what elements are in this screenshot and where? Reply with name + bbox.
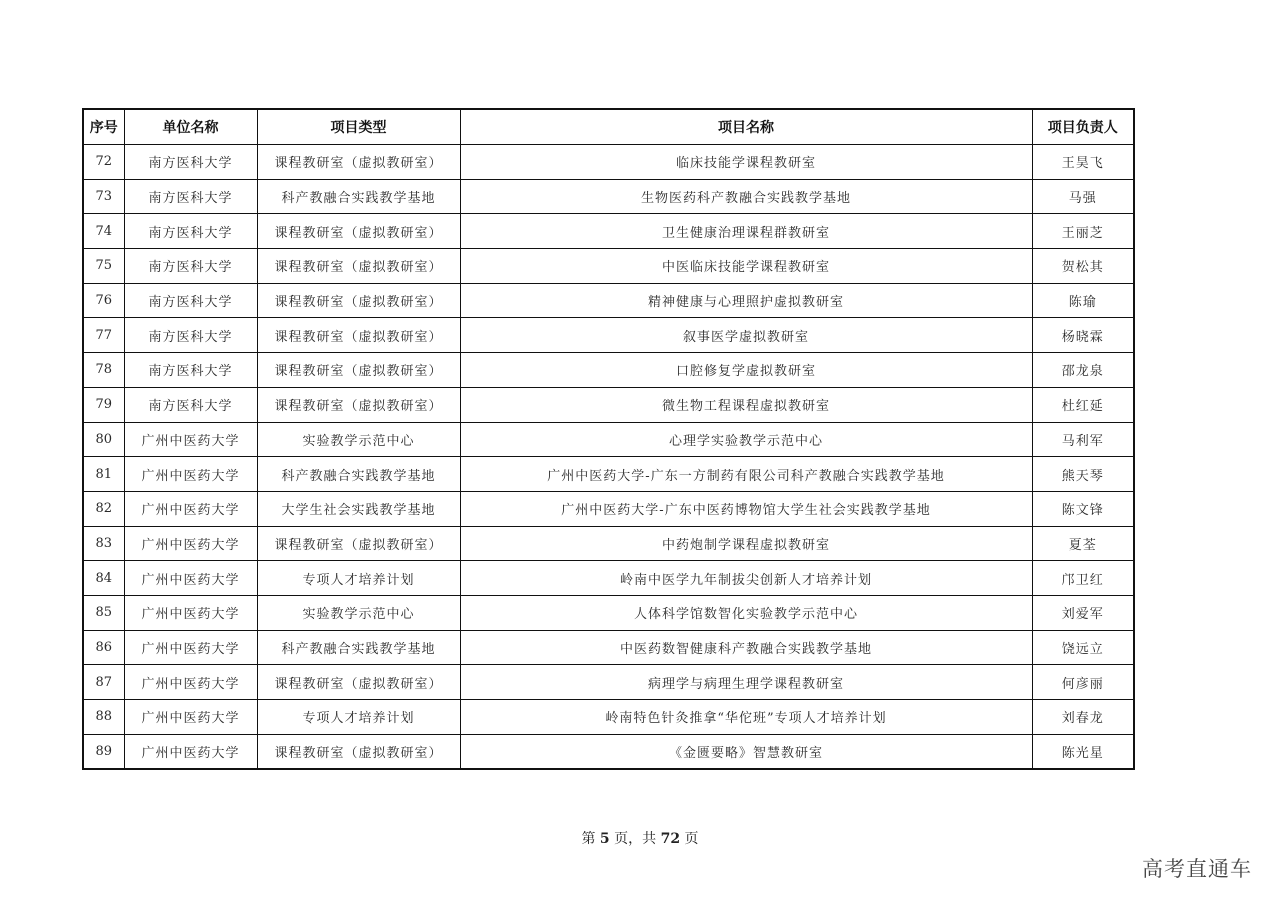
cell-unit-name: 广州中医药大学 xyxy=(124,700,257,735)
cell-project-leader: 邝卫红 xyxy=(1032,561,1134,596)
cell-project-name: 微生物工程课程虚拟教研室 xyxy=(460,387,1032,422)
cell-unit-name: 广州中医药大学 xyxy=(124,595,257,630)
cell-index: 74 xyxy=(83,214,124,249)
cell-index: 84 xyxy=(83,561,124,596)
cell-index: 82 xyxy=(83,491,124,526)
cell-project-type: 实验教学示范中心 xyxy=(257,595,460,630)
cell-project-name: 岭南特色针灸推拿“华佗班”专项人才培养计划 xyxy=(460,700,1032,735)
footer-page-number: 5 xyxy=(599,831,610,847)
cell-project-leader: 王丽芝 xyxy=(1032,214,1134,249)
cell-project-type: 课程教研室（虚拟教研室） xyxy=(257,283,460,318)
watermark-text: 高考直通车 xyxy=(1142,857,1252,881)
cell-project-name: 广州中医药大学-广东中医药博物馆大学生社会实践教学基地 xyxy=(460,491,1032,526)
footer-middle: 页，共 xyxy=(614,831,657,847)
cell-unit-name: 南方医科大学 xyxy=(124,318,257,353)
cell-project-leader: 杨晓霖 xyxy=(1032,318,1134,353)
cell-project-name: 中医药数智健康科产教融合实践教学基地 xyxy=(460,630,1032,665)
header-unit-name: 单位名称 xyxy=(124,109,257,145)
cell-unit-name: 南方医科大学 xyxy=(124,249,257,284)
cell-index: 85 xyxy=(83,595,124,630)
cell-project-name: 中药炮制学课程虚拟教研室 xyxy=(460,526,1032,561)
table-row xyxy=(83,734,1134,769)
table-row xyxy=(83,422,1134,457)
table-row xyxy=(83,491,1134,526)
cell-index: 86 xyxy=(83,630,124,665)
cell-index: 75 xyxy=(83,249,124,284)
cell-unit-name: 南方医科大学 xyxy=(124,387,257,422)
cell-project-type: 课程教研室（虚拟教研室） xyxy=(257,214,460,249)
table-row xyxy=(83,249,1134,284)
cell-project-leader: 何彦丽 xyxy=(1032,665,1134,700)
cell-project-leader: 饶远立 xyxy=(1032,630,1134,665)
cell-project-type: 课程教研室（虚拟教研室） xyxy=(257,249,460,284)
footer-suffix: 页 xyxy=(684,831,699,847)
table-row xyxy=(83,457,1134,492)
table-row xyxy=(83,318,1134,353)
cell-project-leader: 杜红延 xyxy=(1032,387,1134,422)
cell-unit-name: 广州中医药大学 xyxy=(124,491,257,526)
cell-index: 83 xyxy=(83,526,124,561)
table-body xyxy=(83,145,1134,770)
cell-project-type: 课程教研室（虚拟教研室） xyxy=(257,734,460,769)
cell-project-name: 岭南中医学九年制拔尖创新人才培养计划 xyxy=(460,561,1032,596)
cell-index: 73 xyxy=(83,179,124,214)
header-project-leader: 项目负责人 xyxy=(1032,109,1134,145)
cell-project-type: 课程教研室（虚拟教研室） xyxy=(257,665,460,700)
table-row xyxy=(83,387,1134,422)
cell-project-type: 专项人才培养计划 xyxy=(257,700,460,735)
header-project-type: 项目类型 xyxy=(257,109,460,145)
cell-project-name: 生物医药科产教融合实践教学基地 xyxy=(460,179,1032,214)
cell-project-type: 课程教研室（虚拟教研室） xyxy=(257,145,460,180)
cell-project-leader: 陈文锋 xyxy=(1032,491,1134,526)
cell-project-name: 叙事医学虚拟教研室 xyxy=(460,318,1032,353)
cell-project-name: 人体科学馆数智化实验教学示范中心 xyxy=(460,595,1032,630)
cell-project-leader: 刘春龙 xyxy=(1032,700,1134,735)
table-header-row xyxy=(83,109,1134,145)
cell-unit-name: 广州中医药大学 xyxy=(124,457,257,492)
page-footer xyxy=(0,828,1280,848)
cell-project-leader: 陈光星 xyxy=(1032,734,1134,769)
cell-index: 80 xyxy=(83,422,124,457)
cell-project-leader: 夏荃 xyxy=(1032,526,1134,561)
cell-project-type: 课程教研室（虚拟教研室） xyxy=(257,526,460,561)
cell-unit-name: 广州中医药大学 xyxy=(124,561,257,596)
cell-project-type: 科产教融合实践教学基地 xyxy=(257,457,460,492)
cell-project-type: 大学生社会实践教学基地 xyxy=(257,491,460,526)
table-row xyxy=(83,700,1134,735)
header-index: 序号 xyxy=(83,109,124,145)
cell-index: 89 xyxy=(83,734,124,769)
cell-project-type: 课程教研室（虚拟教研室） xyxy=(257,318,460,353)
cell-unit-name: 广州中医药大学 xyxy=(124,630,257,665)
cell-project-type: 科产教融合实践教学基地 xyxy=(257,179,460,214)
table-row xyxy=(83,353,1134,388)
cell-index: 72 xyxy=(83,145,124,180)
cell-index: 88 xyxy=(83,700,124,735)
cell-project-name: 卫生健康治理课程群教研室 xyxy=(460,214,1032,249)
cell-project-leader: 贺松其 xyxy=(1032,249,1134,284)
cell-project-type: 课程教研室（虚拟教研室） xyxy=(257,387,460,422)
cell-project-name: 中医临床技能学课程教研室 xyxy=(460,249,1032,284)
cell-project-leader: 邵龙泉 xyxy=(1032,353,1134,388)
cell-unit-name: 广州中医药大学 xyxy=(124,734,257,769)
cell-unit-name: 广州中医药大学 xyxy=(124,665,257,700)
cell-project-leader: 马强 xyxy=(1032,179,1134,214)
cell-unit-name: 南方医科大学 xyxy=(124,353,257,388)
cell-project-name: 精神健康与心理照护虚拟教研室 xyxy=(460,283,1032,318)
cell-index: 81 xyxy=(83,457,124,492)
project-table xyxy=(82,108,1135,770)
cell-project-name: 临床技能学课程教研室 xyxy=(460,145,1032,180)
cell-project-name: 《金匮要略》智慧教研室 xyxy=(460,734,1032,769)
table-row xyxy=(83,283,1134,318)
cell-project-leader: 王昊飞 xyxy=(1032,145,1134,180)
table-row xyxy=(83,145,1134,180)
cell-index: 87 xyxy=(83,665,124,700)
cell-project-leader: 熊天琴 xyxy=(1032,457,1134,492)
table-row xyxy=(83,665,1134,700)
cell-project-type: 实验教学示范中心 xyxy=(257,422,460,457)
cell-index: 79 xyxy=(83,387,124,422)
cell-project-leader: 刘爱军 xyxy=(1032,595,1134,630)
footer-total-pages: 72 xyxy=(660,831,681,847)
cell-project-leader: 马利军 xyxy=(1032,422,1134,457)
cell-project-leader: 陈瑜 xyxy=(1032,283,1134,318)
table-row xyxy=(83,526,1134,561)
table-row xyxy=(83,630,1134,665)
cell-unit-name: 广州中医药大学 xyxy=(124,526,257,561)
table-row xyxy=(83,179,1134,214)
cell-unit-name: 南方医科大学 xyxy=(124,179,257,214)
cell-index: 76 xyxy=(83,283,124,318)
cell-project-type: 科产教融合实践教学基地 xyxy=(257,630,460,665)
footer-prefix: 第 xyxy=(581,831,596,847)
cell-project-name: 心理学实验教学示范中心 xyxy=(460,422,1032,457)
cell-unit-name: 南方医科大学 xyxy=(124,283,257,318)
cell-unit-name: 南方医科大学 xyxy=(124,214,257,249)
cell-unit-name: 广州中医药大学 xyxy=(124,422,257,457)
cell-project-type: 课程教研室（虚拟教研室） xyxy=(257,353,460,388)
cell-unit-name: 南方医科大学 xyxy=(124,145,257,180)
cell-project-name: 口腔修复学虚拟教研室 xyxy=(460,353,1032,388)
cell-project-name: 病理学与病理生理学课程教研室 xyxy=(460,665,1032,700)
header-project-name: 项目名称 xyxy=(460,109,1032,145)
table-row xyxy=(83,214,1134,249)
cell-index: 78 xyxy=(83,353,124,388)
cell-index: 77 xyxy=(83,318,124,353)
table-row xyxy=(83,561,1134,596)
cell-project-type: 专项人才培养计划 xyxy=(257,561,460,596)
table-row xyxy=(83,595,1134,630)
cell-project-name: 广州中医药大学-广东一方制药有限公司科产教融合实践教学基地 xyxy=(460,457,1032,492)
